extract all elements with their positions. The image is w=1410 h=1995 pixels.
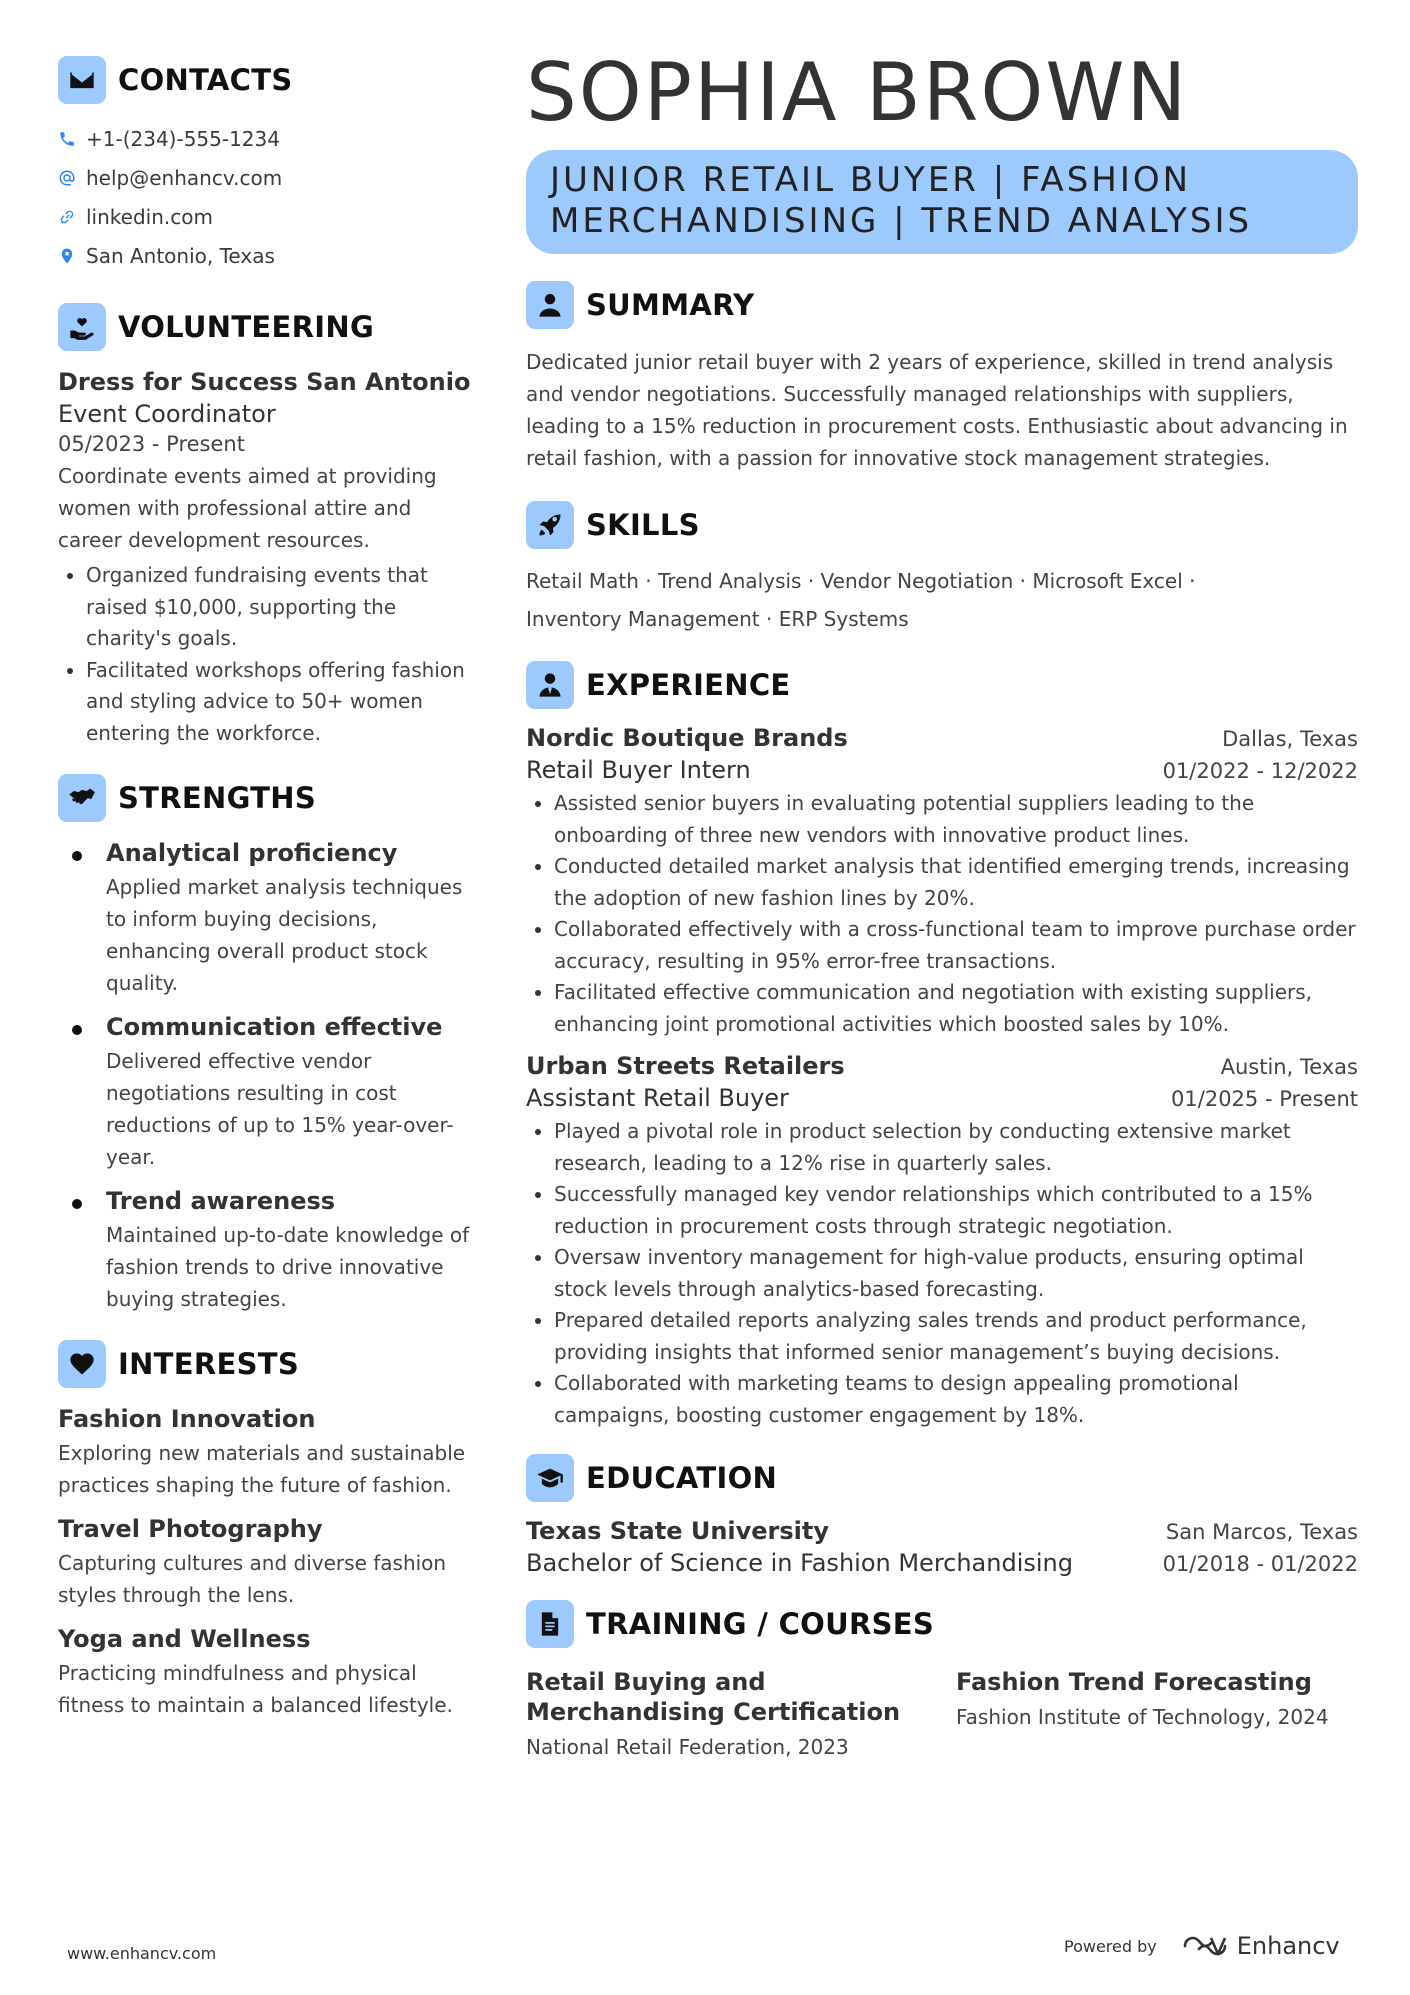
- bullet-dot: [72, 1199, 82, 1209]
- job-bullets: [526, 788, 1358, 1040]
- list-item: • Prepared detailed reports analyzing sales trends and product performance, providing insights that informed senior management’s buying decisions.: [554, 1305, 1358, 1368]
- contact-email-text: help@enhancv.com: [86, 165, 283, 190]
- contact-location-text: San Antonio, Texas: [86, 243, 275, 268]
- interest-item: [58, 1405, 478, 1501]
- education-location: San Marcos, Texas: [1165, 1520, 1358, 1544]
- strengths-title: STRENGTHS: [118, 781, 317, 815]
- phone-icon: [58, 130, 86, 148]
- contact-phone[interactable]: [58, 119, 478, 158]
- list-item: • Organized fundraising events that raised $10,000, supporting the charity's goals.: [86, 560, 478, 655]
- volunteering-bullets: [58, 560, 478, 749]
- document-icon: [526, 1600, 574, 1648]
- handshake-icon: [58, 774, 106, 822]
- hand-heart-icon: [58, 303, 106, 351]
- list-item: • Oversaw inventory management for high-value products, ensuring optimal stock levels through analytics-based forecasting.: [554, 1242, 1358, 1305]
- training-item-sub: National Retail Federation, 2023: [526, 1735, 849, 1759]
- interest-text: Capturing cultures and diverse fashion styles through the lens.: [58, 1551, 447, 1607]
- right-column: [526, 48, 1358, 1759]
- powered-by-label: Powered by: [1064, 1936, 1157, 1956]
- strength-title: Analytical proficiency: [106, 839, 398, 867]
- job-row-1: [526, 1052, 1358, 1080]
- link-icon: [58, 208, 86, 226]
- footer-branding[interactable]: [1064, 1932, 1340, 1960]
- interests-header: [58, 1339, 478, 1389]
- skills-header: [526, 500, 1358, 550]
- interest-title: Fashion Innovation: [58, 1405, 316, 1433]
- enhancv-brand-text: Enhancv: [1236, 1932, 1340, 1960]
- left-column: [58, 55, 478, 1721]
- volunteering-date: 05/2023 - Present: [58, 432, 245, 456]
- job-location: Dallas, Texas: [1222, 727, 1358, 751]
- interest-title: Yoga and Wellness: [58, 1625, 311, 1653]
- volunteering-description: Coordinate events aimed at providing women with professional attire and career development resources.: [58, 464, 437, 552]
- user-icon: [526, 281, 574, 329]
- skills-line: Inventory Management · ERP Systems: [526, 607, 909, 631]
- summary-title: SUMMARY: [586, 288, 755, 322]
- summary-text: Dedicated junior retail buyer with 2 years of experience, skilled in trend analysis and vendor negotiations. Successfully managed relationships with suppliers, leading to a 15% reduction in procurement costs. Enthusiastic about advancing in retail fashion, with a passion for innovative stock management strategies.: [526, 350, 1348, 470]
- enhancv-logo: [1181, 1932, 1340, 1960]
- list-item: • Conducted detailed market analysis that identified emerging trends, increasing the adoption of new fashion lines by 20%.: [554, 851, 1358, 914]
- strength-text: Maintained up-to-date knowledge of fashion trends to drive innovative buying strategies.: [106, 1223, 470, 1311]
- training-item: [526, 1667, 956, 1759]
- contacts-header: [58, 55, 478, 105]
- volunteering-org: Dress for Success San Antonio: [58, 368, 471, 396]
- footer-website[interactable]: www.enhancv.com: [67, 1944, 217, 1963]
- training-item-sub: Fashion Institute of Technology, 2024: [956, 1705, 1329, 1729]
- education-header: [526, 1453, 1358, 1503]
- training-list: [526, 1667, 1358, 1759]
- experience-title: EXPERIENCE: [586, 668, 791, 702]
- headline-line-2: MERCHANDISING | TREND ANALYSIS: [550, 201, 1253, 241]
- briefcase-user-icon: [526, 661, 574, 709]
- volunteering-role: Event Coordinator: [58, 400, 276, 428]
- training-header: [526, 1599, 1358, 1649]
- envelope-icon: [58, 56, 106, 104]
- job-company: Nordic Boutique Brands: [526, 724, 848, 752]
- strength-title: Communication effective: [106, 1013, 443, 1041]
- graduation-cap-icon: [526, 1454, 574, 1502]
- contacts-title: CONTACTS: [118, 63, 293, 97]
- job-role: Assistant Retail Buyer: [526, 1084, 789, 1112]
- location-icon: [58, 247, 86, 265]
- volunteering-header: [58, 302, 478, 352]
- strength-item: [58, 1187, 478, 1315]
- experience-job: [526, 724, 1358, 1040]
- education-school: Texas State University: [526, 1517, 830, 1545]
- education-entry: [526, 1517, 1358, 1577]
- education-title: EDUCATION: [586, 1461, 778, 1495]
- training-item-title: Retail Buying and Merchandising Certification: [526, 1668, 901, 1726]
- rocket-icon: [526, 501, 574, 549]
- strengths-header: [58, 773, 478, 823]
- job-company: Urban Streets Retailers: [526, 1052, 845, 1080]
- headline-banner: [526, 150, 1358, 254]
- job-dates: 01/2025 - Present: [1171, 1087, 1358, 1111]
- list-item: • Successfully managed key vendor relationships which contributed to a 15% reduction in procurement costs through strategic negotiation.: [554, 1179, 1358, 1242]
- interest-text: Exploring new materials and sustainable practices shaping the future of fashion.: [58, 1441, 466, 1497]
- contact-email[interactable]: [58, 158, 478, 197]
- bullet-dot: [72, 1025, 82, 1035]
- interests-list: [58, 1405, 478, 1721]
- edu-row-1: [526, 1517, 1358, 1545]
- interest-title: Travel Photography: [58, 1515, 323, 1543]
- skills-title: SKILLS: [586, 508, 700, 542]
- strength-text: Applied market analysis techniques to inform buying decisions, enhancing overall product stock quality.: [106, 875, 463, 995]
- job-location: Austin, Texas: [1220, 1055, 1358, 1079]
- interest-item: [58, 1515, 478, 1611]
- job-bullets: [526, 1116, 1358, 1431]
- training-title: TRAINING / COURSES: [586, 1607, 935, 1641]
- strength-item: [58, 839, 478, 999]
- experience-header: [526, 660, 1358, 710]
- volunteering-entry: [58, 368, 478, 749]
- list-item: • Collaborated with marketing teams to design appealing promotional campaigns, boosting customer engagement by 18%.: [554, 1368, 1358, 1431]
- education-degree: Bachelor of Science in Fashion Merchandising: [526, 1549, 1073, 1577]
- training-item-title: Fashion Trend Forecasting: [956, 1668, 1312, 1696]
- job-row-1: [526, 724, 1358, 752]
- headline-line-1: JUNIOR RETAIL BUYER | FASHION: [550, 160, 1192, 200]
- interest-item: [58, 1625, 478, 1721]
- list-item: • Facilitated workshops offering fashion and styling advice to 50+ women entering the workforce.: [86, 655, 478, 750]
- experience-job: [526, 1052, 1358, 1431]
- summary-header: [526, 280, 1358, 330]
- at-icon: [58, 169, 86, 187]
- heart-icon: [58, 1340, 106, 1388]
- volunteering-title: VOLUNTEERING: [118, 310, 375, 344]
- job-dates: 01/2022 - 12/2022: [1162, 759, 1358, 783]
- contact-linkedin-text: linkedin.com: [86, 204, 213, 229]
- bullet-dot: [72, 851, 82, 861]
- list-item: • Collaborated effectively with a cross-functional team to improve purchase order accuracy, resulting in 95% error-free transactions.: [554, 914, 1358, 977]
- training-item: [956, 1667, 1356, 1759]
- job-row-2: [526, 1084, 1358, 1112]
- edu-row-2: [526, 1549, 1358, 1577]
- interests-title: INTERESTS: [118, 1347, 300, 1381]
- strength-text: Delivered effective vendor negotiations resulting in cost reductions of up to 15% year-over-year.: [106, 1049, 454, 1169]
- strengths-list: [58, 839, 478, 1315]
- list-item: • Facilitated effective communication and negotiation with existing suppliers, enhancing joint promotional activities which boosted sales by 10%.: [554, 977, 1358, 1040]
- interest-text: Practicing mindfulness and physical fitness to maintain a balanced lifestyle.: [58, 1661, 453, 1717]
- education-dates: 01/2018 - 01/2022: [1162, 1552, 1358, 1576]
- contact-linkedin[interactable]: [58, 197, 478, 236]
- skills-list: [526, 562, 1358, 638]
- enhancv-logo-icon: [1181, 1933, 1229, 1959]
- contacts-list: [58, 119, 478, 275]
- list-item: • Assisted senior buyers in evaluating potential suppliers leading to the onboarding of three new vendors with innovative product lines.: [554, 788, 1358, 851]
- list-item: • Played a pivotal role in product selection by conducting extensive market research, leading to a 12% rise in quarterly sales.: [554, 1116, 1358, 1179]
- contact-location: [58, 236, 478, 275]
- job-row-2: [526, 756, 1358, 784]
- strength-item: [58, 1013, 478, 1173]
- skills-line: Retail Math · Trend Analysis · Vendor Negotiation · Microsoft Excel ·: [526, 569, 1196, 593]
- strength-title: Trend awareness: [106, 1187, 336, 1215]
- contact-phone-text: +1-(234)-555-1234: [86, 126, 280, 151]
- candidate-name: SOPHIA BROWN: [526, 46, 1189, 139]
- job-role: Retail Buyer Intern: [526, 756, 751, 784]
